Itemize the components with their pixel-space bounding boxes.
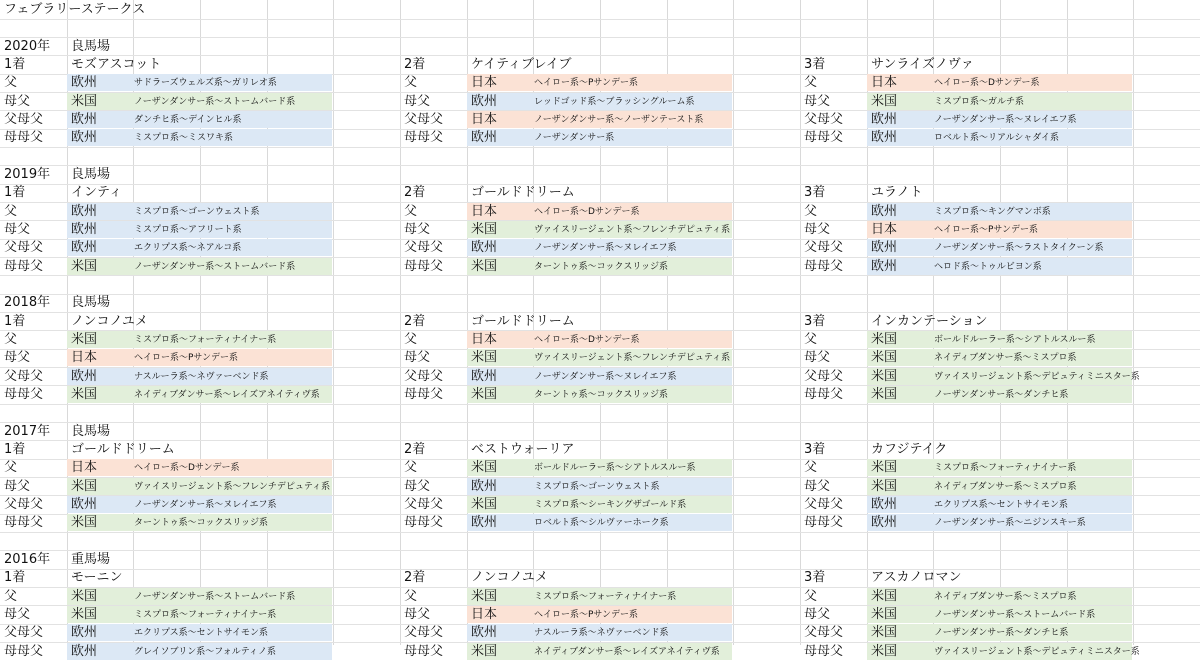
horse-name: カフジテイク xyxy=(871,441,948,457)
pedigree-relation: 父母父 xyxy=(4,240,44,256)
bloodline-text: ターントゥ系～コックスリッジ系 xyxy=(134,518,268,529)
region-label: 欧州 xyxy=(871,130,898,146)
region-label: 欧州 xyxy=(871,496,898,512)
pedigree-relation: 母父 xyxy=(4,478,31,494)
region-label: 米国 xyxy=(71,588,98,604)
region-label: 欧州 xyxy=(471,240,498,256)
bloodline-text: ネイディブダンサー系～レイズアネイティヴ系 xyxy=(134,389,320,400)
bloodline-text: ネイディブダンサー系～レイズアネイティヴ系 xyxy=(534,646,720,657)
finish-place: 1着 xyxy=(4,441,26,457)
finish-place: 3着 xyxy=(804,570,826,586)
finish-place: 3着 xyxy=(804,185,826,201)
bloodline-text: ノーザンダンサー系～ニジンスキー系 xyxy=(934,518,1086,529)
region-label: 米国 xyxy=(471,350,498,366)
bloodline-text: ネイディブダンサー系～ミスプロ系 xyxy=(934,591,1077,602)
grid-column-line xyxy=(733,0,734,645)
region-label: 欧州 xyxy=(71,75,98,91)
bloodline-text: ヘイロー系～Pサンデー系 xyxy=(134,353,238,364)
grid-row-line xyxy=(0,294,1200,295)
region-label: 米国 xyxy=(871,460,898,476)
pedigree-relation: 母父 xyxy=(804,93,831,109)
sheet-title: フェブラリーステークス xyxy=(4,2,146,17)
bloodline-text: ノーザンダンサー系～ヌレイエフ系 xyxy=(534,371,677,382)
pedigree-relation: 父 xyxy=(804,203,818,219)
region-label: 欧州 xyxy=(71,496,98,512)
pedigree-relation: 父 xyxy=(4,203,18,219)
horse-name: インティ xyxy=(71,185,122,201)
grid-row-line xyxy=(0,19,1200,20)
pedigree-relation: 父母父 xyxy=(4,111,44,127)
finish-place: 3着 xyxy=(804,313,826,329)
track-condition: 良馬場 xyxy=(71,423,111,439)
bloodline-text: ヴァイスリージェント系～フレンチデピュティ系 xyxy=(534,353,731,364)
region-label: 欧州 xyxy=(871,258,898,274)
bloodline-text: ダンチヒ系～デインヒル系 xyxy=(134,114,242,125)
pedigree-relation: 父 xyxy=(4,75,18,91)
grid-column-line xyxy=(800,0,801,645)
bloodline-text: レッドゴッド系～ブラッシングルーム系 xyxy=(534,96,695,107)
pedigree-relation: 母母父 xyxy=(4,258,44,274)
region-label: 日本 xyxy=(471,606,498,622)
track-condition: 良馬場 xyxy=(71,295,111,311)
pedigree-relation: 父母父 xyxy=(804,625,844,641)
pedigree-relation: 父 xyxy=(4,460,18,476)
bloodline-text: ネイディブダンサー系～ミスプロ系 xyxy=(934,481,1077,492)
bloodline-text: ターントゥ系～コックスリッジ系 xyxy=(534,261,668,272)
year-label: 2018年 xyxy=(4,295,51,311)
region-label: 米国 xyxy=(71,331,98,347)
pedigree-relation: 父 xyxy=(804,460,818,476)
pedigree-relation: 母父 xyxy=(804,221,831,237)
bloodline-text: ノーザンダンサー系～ダンチヒ系 xyxy=(934,628,1069,639)
pedigree-relation: 母父 xyxy=(804,478,831,494)
pedigree-relation: 母父 xyxy=(4,606,31,622)
bloodline-text: エクリプス系～セントサイモン系 xyxy=(934,499,1069,510)
grid-column-line xyxy=(333,0,334,645)
horse-name: ゴールドドリーム xyxy=(71,441,175,457)
bloodline-text: ミスプロ系～キングマンボ系 xyxy=(934,206,1051,217)
pedigree-relation: 母父 xyxy=(404,606,431,622)
finish-place: 2着 xyxy=(404,441,426,457)
pedigree-relation: 母母父 xyxy=(804,258,844,274)
grid-row-line xyxy=(0,37,1200,38)
finish-place: 1着 xyxy=(4,56,26,72)
pedigree-relation: 父母父 xyxy=(404,111,444,127)
region-label: 日本 xyxy=(471,111,498,127)
bloodline-text: ナスルーラ系～ネヴァーベンド系 xyxy=(134,371,269,382)
region-label: 米国 xyxy=(471,258,498,274)
region-label: 米国 xyxy=(871,93,898,109)
pedigree-relation: 父 xyxy=(404,460,418,476)
bloodline-text: ノーザンダンサー系～ダンチヒ系 xyxy=(934,389,1069,400)
bloodline-text: ノーザンダンサー系～ストームバード系 xyxy=(134,261,296,272)
pedigree-relation: 母父 xyxy=(4,350,31,366)
finish-place: 1着 xyxy=(4,570,26,586)
region-label: 米国 xyxy=(471,496,498,512)
finish-place: 1着 xyxy=(4,313,26,329)
bloodline-text: ミスプロ系～ガルチ系 xyxy=(934,96,1025,107)
grid-row-line xyxy=(0,532,1200,533)
pedigree-relation: 母父 xyxy=(4,93,31,109)
bloodline-text: ヘイロー系～Dサンデー系 xyxy=(134,463,240,474)
region-label: 米国 xyxy=(71,606,98,622)
bloodline-text: ボールドルーラー系～シアトルスルー系 xyxy=(534,463,696,474)
bloodline-text: ミスプロ系～フォーティナイナー系 xyxy=(934,463,1077,474)
pedigree-relation: 母母父 xyxy=(804,386,844,402)
region-label: 欧州 xyxy=(71,625,98,641)
pedigree-relation: 母母父 xyxy=(404,258,444,274)
pedigree-relation: 父 xyxy=(404,75,418,91)
pedigree-relation: 母母父 xyxy=(404,130,444,146)
bloodline-text: ミスプロ系～アフリート系 xyxy=(134,224,242,235)
region-label: 米国 xyxy=(871,368,898,384)
bloodline-text: ノーザンダンサー系～ノーザンテースト系 xyxy=(534,114,704,125)
horse-name: ケイティブレイブ xyxy=(471,56,572,72)
region-label: 米国 xyxy=(471,643,498,659)
region-label: 米国 xyxy=(871,478,898,494)
pedigree-relation: 母母父 xyxy=(4,386,44,402)
region-label: 米国 xyxy=(471,386,498,402)
pedigree-relation: 母母父 xyxy=(804,643,844,659)
bloodline-text: ネイディブダンサー系～ミスプロ系 xyxy=(934,353,1077,364)
region-label: 日本 xyxy=(71,350,98,366)
bloodline-text: ヘロド系～トゥルビヨン系 xyxy=(934,261,1042,272)
pedigree-relation: 父母父 xyxy=(804,240,844,256)
year-label: 2020年 xyxy=(4,38,51,54)
finish-place: 2着 xyxy=(404,313,426,329)
pedigree-relation: 母母父 xyxy=(4,643,44,659)
region-label: 欧州 xyxy=(871,240,898,256)
grid-row-line xyxy=(0,440,1200,441)
region-label: 米国 xyxy=(871,588,898,604)
bloodline-text: サドラーズウェルズ系～ガリレオ系 xyxy=(134,78,277,89)
pedigree-relation: 父母父 xyxy=(4,368,44,384)
region-label: 米国 xyxy=(471,221,498,237)
bloodline-text: ノーザンダンサー系～ストームバード系 xyxy=(934,609,1096,620)
horse-name: インカンテーション xyxy=(871,313,988,329)
bloodline-text: ノーザンダンサー系～ストームバード系 xyxy=(134,591,296,602)
bloodline-text: ノーザンダンサー系～ヌレイエフ系 xyxy=(134,499,277,510)
pedigree-relation: 母母父 xyxy=(4,130,44,146)
bloodline-text: ヴァイスリージェント系～フレンチデピュティ系 xyxy=(534,224,731,235)
pedigree-relation: 父母父 xyxy=(804,111,844,127)
region-label: 欧州 xyxy=(71,368,98,384)
horse-name: ノンコノユメ xyxy=(471,570,548,586)
horse-name: サンライズノヴァ xyxy=(871,56,974,72)
bloodline-text: ヘイロー系～Dサンデー系 xyxy=(534,206,640,217)
grid-row-line xyxy=(0,165,1200,166)
region-label: 日本 xyxy=(471,331,498,347)
region-label: 欧州 xyxy=(871,203,898,219)
pedigree-relation: 父 xyxy=(404,588,418,604)
region-label: 欧州 xyxy=(71,130,98,146)
bloodline-text: エクリプス系～セントサイモン系 xyxy=(134,628,269,639)
region-label: 米国 xyxy=(471,460,498,476)
bloodline-text: ミスプロ系～フォーティナイナー系 xyxy=(134,609,277,620)
pedigree-relation: 母父 xyxy=(404,350,431,366)
pedigree-relation: 父母父 xyxy=(804,496,844,512)
pedigree-relation: 母母父 xyxy=(404,643,444,659)
finish-place: 1着 xyxy=(4,185,26,201)
year-label: 2019年 xyxy=(4,166,51,182)
region-label: 米国 xyxy=(871,606,898,622)
region-label: 日本 xyxy=(871,221,898,237)
region-label: 欧州 xyxy=(471,515,498,531)
grid-row-line xyxy=(0,422,1200,423)
horse-name: ゴールドドリーム xyxy=(471,313,575,329)
bloodline-text: ヘイロー系～Dサンデー系 xyxy=(934,78,1040,89)
pedigree-relation: 父 xyxy=(804,331,818,347)
region-label: 欧州 xyxy=(871,111,898,127)
pedigree-relation: 父 xyxy=(4,331,18,347)
bloodline-text: ヘイロー系～Dサンデー系 xyxy=(534,334,640,345)
region-label: 欧州 xyxy=(71,203,98,219)
region-label: 日本 xyxy=(871,75,898,91)
region-label: 欧州 xyxy=(471,478,498,494)
bloodline-text: ロベルト系～シルヴァーホーク系 xyxy=(534,518,669,529)
bloodline-text: ミスプロ系～ミスワキ系 xyxy=(134,133,234,144)
region-label: 米国 xyxy=(71,386,98,402)
region-label: 欧州 xyxy=(71,643,98,659)
grid-column-line xyxy=(400,0,401,645)
region-label: 米国 xyxy=(871,386,898,402)
finish-place: 2着 xyxy=(404,185,426,201)
pedigree-relation: 父母父 xyxy=(404,625,444,641)
horse-name: モズアスコット xyxy=(71,56,162,72)
pedigree-relation: 母父 xyxy=(804,606,831,622)
region-label: 欧州 xyxy=(471,625,498,641)
bloodline-text: ヴァイスリージェント系～デピュティミニスター系 xyxy=(934,371,1140,382)
grid-row-line xyxy=(0,147,1200,148)
bloodline-text: ミスプロ系～フォーティナイナー系 xyxy=(134,334,277,345)
region-label: 米国 xyxy=(71,258,98,274)
horse-name: モーニン xyxy=(71,570,123,586)
finish-place: 3着 xyxy=(804,441,826,457)
bloodline-text: ノーザンダンサー系 xyxy=(534,133,615,144)
pedigree-relation: 父母父 xyxy=(404,240,444,256)
grid-row-line xyxy=(0,312,1200,313)
year-label: 2016年 xyxy=(4,551,51,567)
track-condition: 良馬場 xyxy=(71,166,111,182)
track-condition: 重馬場 xyxy=(71,551,111,567)
track-condition: 良馬場 xyxy=(71,38,111,54)
year-label: 2017年 xyxy=(4,423,51,439)
region-label: 米国 xyxy=(871,331,898,347)
region-label: 日本 xyxy=(71,460,98,476)
pedigree-relation: 母母父 xyxy=(4,515,44,531)
region-label: 米国 xyxy=(71,93,98,109)
pedigree-relation: 母母父 xyxy=(804,515,844,531)
region-label: 日本 xyxy=(471,75,498,91)
pedigree-relation: 母母父 xyxy=(804,130,844,146)
pedigree-relation: 母母父 xyxy=(404,515,444,531)
bloodline-text: ロベルト系～リアルシャダイ系 xyxy=(934,133,1060,144)
region-label: 米国 xyxy=(71,515,98,531)
grid-row-line xyxy=(0,275,1200,276)
region-label: 米国 xyxy=(871,643,898,659)
bloodline-text: ミスプロ系～フォーティナイナー系 xyxy=(534,591,677,602)
pedigree-relation: 父母父 xyxy=(804,368,844,384)
pedigree-relation: 父母父 xyxy=(4,496,44,512)
finish-place: 2着 xyxy=(404,570,426,586)
grid-column-line xyxy=(1133,0,1134,645)
region-label: 日本 xyxy=(471,203,498,219)
region-label: 欧州 xyxy=(471,130,498,146)
region-label: 米国 xyxy=(871,625,898,641)
region-label: 欧州 xyxy=(471,93,498,109)
pedigree-relation: 父母父 xyxy=(4,625,44,641)
region-label: 欧州 xyxy=(871,515,898,531)
grid-row-line xyxy=(0,404,1200,405)
bloodline-text: ボールドルーラー系～シアトルスルー系 xyxy=(934,334,1096,345)
bloodline-text: グレイソブリン系～フォルティノ系 xyxy=(134,646,277,657)
pedigree-relation: 父母父 xyxy=(404,496,444,512)
pedigree-relation: 父母父 xyxy=(404,368,444,384)
region-label: 米国 xyxy=(471,588,498,604)
region-label: 米国 xyxy=(71,478,98,494)
region-label: 欧州 xyxy=(71,111,98,127)
pedigree-relation: 母父 xyxy=(404,93,431,109)
horse-name: ゴールドドリーム xyxy=(471,185,575,201)
pedigree-relation: 母父 xyxy=(4,221,31,237)
bloodline-text: ノーザンダンサー系～ストームバード系 xyxy=(134,96,296,107)
pedigree-relation: 父 xyxy=(804,588,818,604)
bloodline-text: ヴァイスリージェント系～デピュティミニスター系 xyxy=(934,646,1140,657)
bloodline-text: ミスプロ系～シーキングザゴールド系 xyxy=(534,499,687,510)
pedigree-relation: 母父 xyxy=(404,478,431,494)
grid-row-line xyxy=(0,184,1200,185)
bloodline-text: ヴァイスリージェント系～フレンチデピュティ系 xyxy=(134,481,331,492)
finish-place: 2着 xyxy=(404,56,426,72)
finish-place: 3着 xyxy=(804,56,826,72)
horse-name: アスカノロマン xyxy=(871,570,962,586)
pedigree-relation: 父 xyxy=(404,331,418,347)
region-label: 欧州 xyxy=(71,221,98,237)
bloodline-text: ヘイロー系～Pサンデー系 xyxy=(534,78,638,89)
bloodline-text: ノーザンダンサー系～ヌレイエフ系 xyxy=(534,243,677,254)
grid-row-line xyxy=(0,55,1200,56)
bloodline-text: ヘイロー系～Pサンデー系 xyxy=(534,609,638,620)
bloodline-text: エクリプス系～ネアルコ系 xyxy=(134,243,242,254)
bloodline-text: ミスプロ系～ゴーンウェスト系 xyxy=(534,481,660,492)
region-label: 欧州 xyxy=(71,240,98,256)
pedigree-relation: 父 xyxy=(4,588,18,604)
region-label: 米国 xyxy=(871,350,898,366)
bloodline-text: ターントゥ系～コックスリッジ系 xyxy=(534,389,668,400)
bloodline-text: ノーザンダンサー系～ラストタイクーン系 xyxy=(934,243,1104,254)
horse-name: ユラノト xyxy=(871,185,923,201)
bloodline-text: ナスルーラ系～ネヴァーベンド系 xyxy=(534,628,669,639)
horse-name: ノンコノユメ xyxy=(71,313,148,329)
pedigree-relation: 母母父 xyxy=(404,386,444,402)
region-label: 欧州 xyxy=(471,368,498,384)
bloodline-text: ミスプロ系～ゴーンウェスト系 xyxy=(134,206,260,217)
pedigree-relation: 母父 xyxy=(404,221,431,237)
pedigree-relation: 父 xyxy=(804,75,818,91)
pedigree-relation: 父 xyxy=(404,203,418,219)
grid-row-line xyxy=(0,569,1200,570)
pedigree-relation: 母父 xyxy=(804,350,831,366)
bloodline-text: ヘイロー系～Pサンデー系 xyxy=(934,224,1038,235)
grid-row-line xyxy=(0,550,1200,551)
horse-name: ベストウォーリア xyxy=(471,441,575,457)
bloodline-text: ノーザンダンサー系～ヌレイエフ系 xyxy=(934,114,1077,125)
